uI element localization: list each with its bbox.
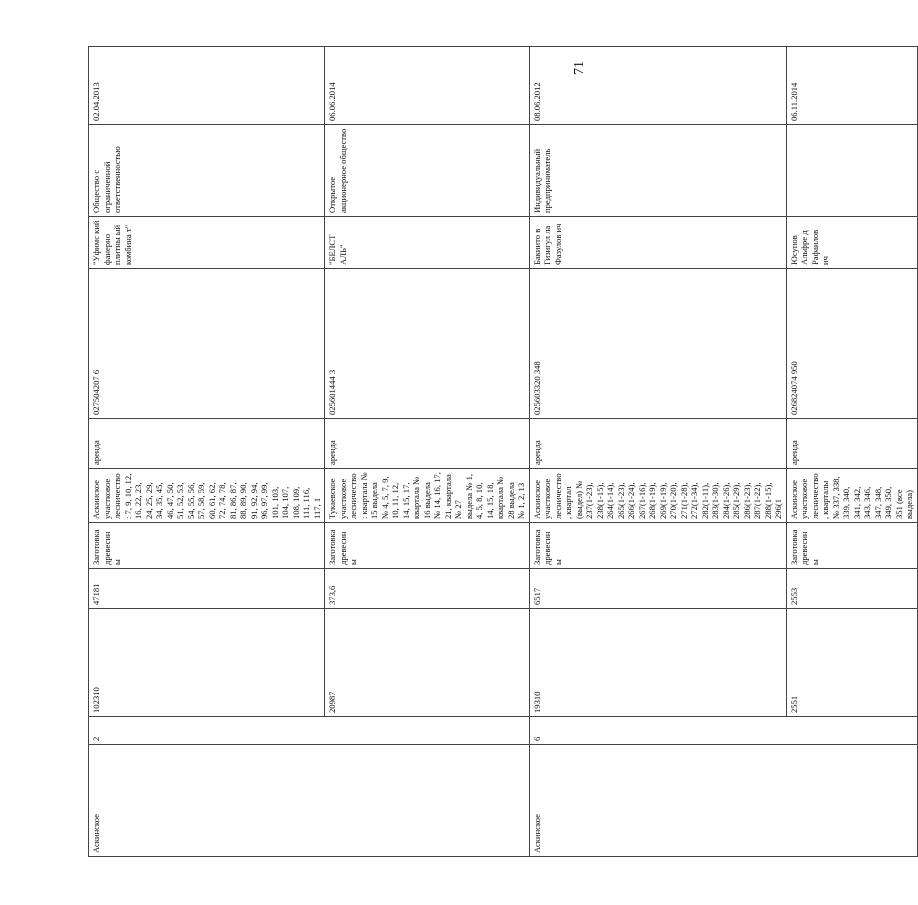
inn-cell: 025603320 348 xyxy=(529,269,786,419)
purpose-cell: Заготовка древесины xyxy=(529,523,786,569)
volume2-cell: 102310 xyxy=(89,609,325,717)
inn-cell: 025601444 3 xyxy=(325,269,530,419)
date-cell: 08.06.2012 xyxy=(529,47,786,125)
lease-cell: аренда xyxy=(325,419,530,469)
date-cell: 06.11.2014 xyxy=(786,47,917,125)
table-row xyxy=(529,47,786,857)
location-cell: Тукаевское участковое лесничество: квартала № 15 выдела № 4, 5, 7, 9, 10, 11, 12, 14, 15, 17, квартала № 16 выдела № 14, 16, 17, 21, квартала № 27 выдела № 1, 4, 5, 8, 10, 14, 15, 18, квартала № 28 выдела № 1, 2, 13 xyxy=(325,469,530,523)
date-cell: 06.06.2014 xyxy=(325,47,530,125)
org-form-cell xyxy=(786,125,917,217)
location-cell: Аскинское участковое лесничество: 7, 9, 10, 12, 16, 22, 23, 24, 25, 29, 34, 35, 45, 46, 47, 50, 51, 52, 53, 54, 55, 56, 57, 58, 59, 60, 61, 62, 72, 74, 78, 81, 86, 87, 88, 89, 90, 91, 92, 94, 96, 97, 99, 101, 103, 104, 107, 108, 109, 111, 116, 117, 1 xyxy=(89,469,325,523)
number-cell: 2 xyxy=(89,717,530,745)
page-number: 71 xyxy=(572,61,587,75)
volume1-cell: 6517 xyxy=(529,569,786,609)
lease-cell: аренда xyxy=(529,419,786,469)
org-name-cell: Юсупов Альфре д Рафаилов ич xyxy=(786,217,917,269)
table-row xyxy=(89,47,325,857)
number-cell: 6 xyxy=(529,717,917,745)
purpose-cell: Заготовка древесины xyxy=(89,523,325,569)
lease-cell: аренда xyxy=(786,419,917,469)
location-cell: Аскинское участковое лесничество, кварталы № 337, 338, 339, 340, 341, 342, 343, 346, 347, 348, 349, 350, 351 (все выдела) xyxy=(786,469,917,523)
table-body xyxy=(89,47,918,857)
volume1-cell: 373,6 xyxy=(325,569,530,609)
district-cell: Аскинское xyxy=(89,745,530,857)
inn-cell: 026824074 950 xyxy=(786,269,917,419)
org-name-cell: "БЕЛСТ АЛЬ" xyxy=(325,217,530,269)
volume2-cell: 19310 xyxy=(529,609,786,717)
org-name-cell: Бакиито в Гизигул ла Фазулов ич xyxy=(529,217,786,269)
date-cell: 02.04.2013 xyxy=(89,47,325,125)
location-cell: Аскинское участковое лесничество, квартал (выдел) № 237(1-23), 238(1-15), 264(1-14), 265(1-23), 266(1-24), 267(1-16), 268(1-19), 269(1-19), 270(1-20), 271(1-28), 272(1-34), 282(1-11), 283(1-30), 284(1-26), 285(1-29), 286(1-23), 287(1-22), 288(1-15), 296(1 xyxy=(529,469,786,523)
org-form-cell: Открытое акционерное общество xyxy=(325,125,530,217)
volume1-cell: 2553 xyxy=(786,569,917,609)
purpose-cell: Заготовка древесины xyxy=(325,523,530,569)
district-cell: Аскинское xyxy=(529,745,917,857)
org-form-cell: Индивидуальный предприниматель xyxy=(529,125,786,217)
lease-table xyxy=(88,46,918,857)
inn-cell: 027504207 6 xyxy=(89,269,325,419)
volume2-cell: 20987 xyxy=(325,609,530,717)
purpose-cell: Заготовка древесины xyxy=(786,523,917,569)
lease-cell: аренда xyxy=(89,419,325,469)
org-form-cell: Общество с ограниченной ответственностью xyxy=(89,125,325,217)
org-name-cell: "Уфимс кий фанерно плитны ый комбина т" xyxy=(89,217,325,269)
volume2-cell: 2551 xyxy=(786,609,917,717)
volume1-cell: 47181 xyxy=(89,569,325,609)
